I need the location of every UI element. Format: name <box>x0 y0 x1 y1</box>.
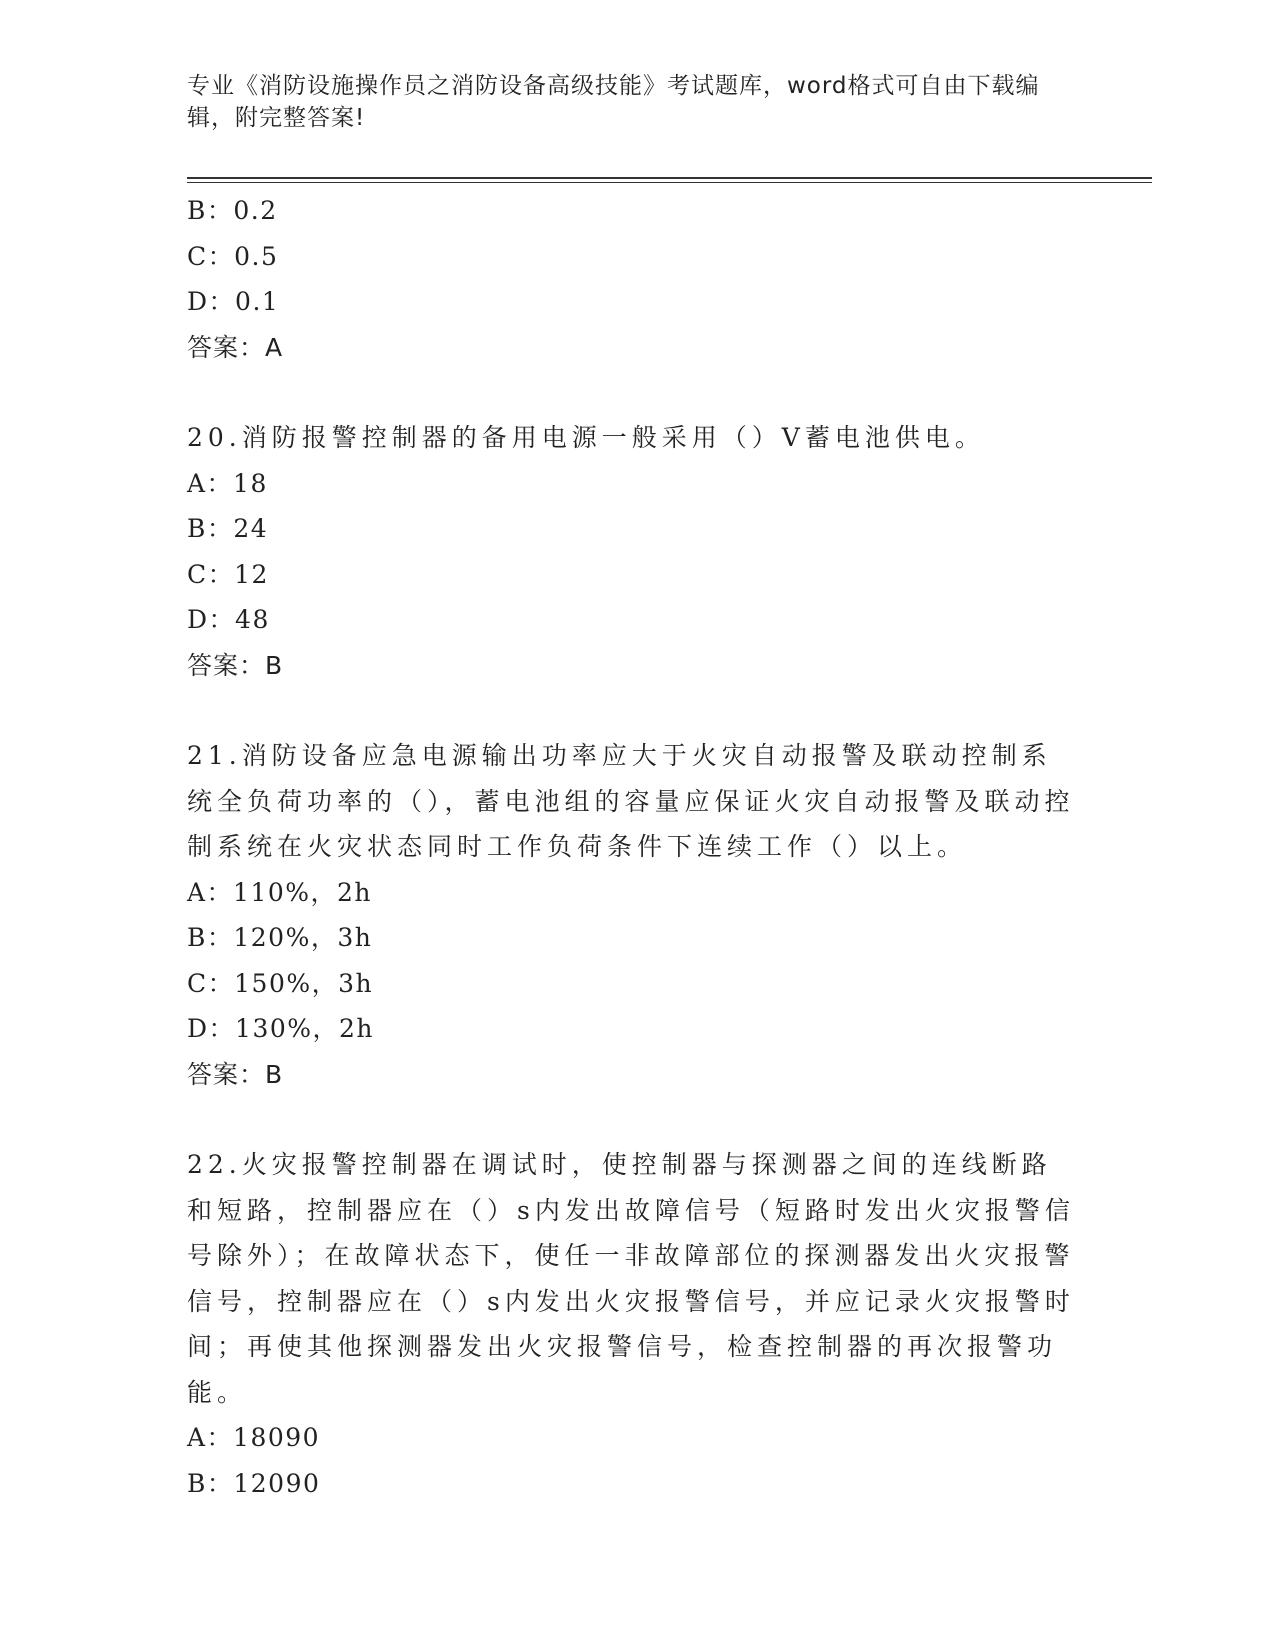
header-description: 专业《消防设施操作员之消防设备高级技能》考试题库，word格式可自由下载编辑，附完整答案! <box>187 73 1040 131</box>
prev-question-block <box>187 188 1087 370</box>
option-b: B：120%，3h <box>187 923 373 952</box>
question-text: 21.消防设备应急电源输出功率应大于火灾自动报警及联动控制系统全负荷功率的（），蓄电池组的容量应保证火灾自动报警及联动控制系统在火灾状态同时工作负荷条件下连续工作（）以上。 <box>187 741 1075 861</box>
option-b: B：24 <box>187 514 269 543</box>
option-b: B：0.2 <box>187 196 278 225</box>
question-21 <box>187 733 1087 1097</box>
document-header <box>187 70 1067 134</box>
question-20 <box>187 415 1087 688</box>
question-text: 22.火灾报警控制器在调试时，使控制器与探测器之间的连线断路和短路，控制器应在（）s内发出故障信号（短路时发出火灾报警信号除外）；在故障状态下，使任一非故障部位的探测器发出火灾报警信号，控制器应在（）s内发出火灾报警信号，并应记录火灾报警时间；再使其他探测器发出火灾报警信号，检查控制器的再次报警功能。 <box>187 1150 1075 1407</box>
answer-line: 答案：A <box>187 332 284 362</box>
option-d: D：130%，2h <box>187 1014 375 1043</box>
question-list <box>187 188 1087 1506</box>
option-a: A：18090 <box>187 1423 321 1452</box>
header-divider-thin <box>187 182 1152 183</box>
option-c: C：150%，3h <box>187 968 374 998</box>
header-divider-thick <box>187 177 1152 179</box>
answer-line: 答案：B <box>187 1059 284 1089</box>
option-a: A：110%，2h <box>187 877 373 907</box>
option-c: C：0.5 <box>187 241 279 271</box>
option-b: B：12090 <box>187 1468 321 1498</box>
question-22 <box>187 1142 1087 1506</box>
answer-line: 答案：B <box>187 650 284 680</box>
option-d: D：0.1 <box>187 287 280 316</box>
option-a: A：18 <box>187 468 268 498</box>
option-d: D：48 <box>187 605 270 634</box>
question-text: 20.消防报警控制器的备用电源一般采用（）V蓄电池供电。 <box>187 423 985 452</box>
option-c: C：12 <box>187 559 269 589</box>
